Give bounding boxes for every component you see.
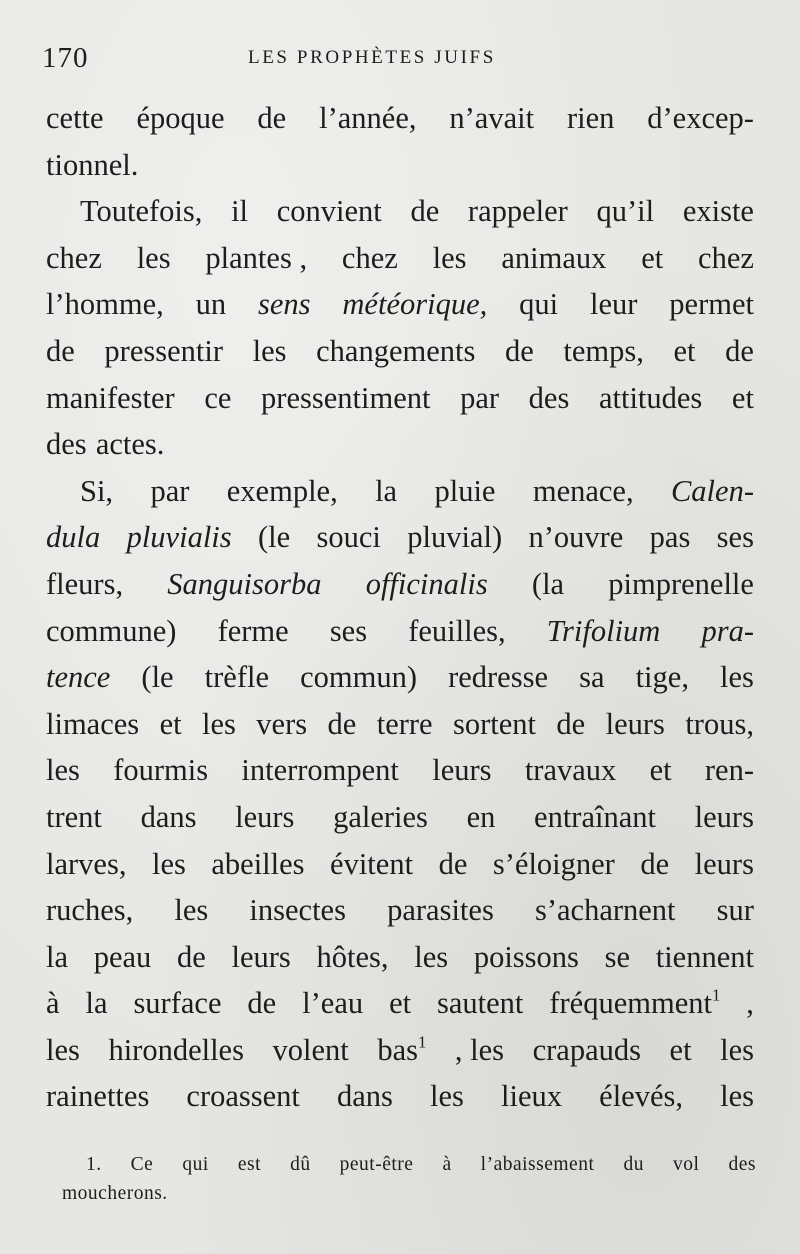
word: les [252,333,287,368]
word: n’ouvre [528,520,624,555]
word: les [46,753,80,788]
footnote-line [62,1179,756,1208]
word: commune) [46,613,177,648]
word: il [231,194,249,229]
word: insectes [249,893,346,928]
italic-word: pluvialis [126,520,232,555]
word: n’avait [449,101,535,135]
word: élevés, [599,1079,683,1114]
word: vers [256,706,308,741]
word: et [673,333,696,368]
italic-word: Calen- [670,473,754,508]
word: fréquemment$^1$ [549,985,721,1021]
word: l’eau [302,986,364,1021]
word: commun) [300,660,417,695]
text-line [46,1027,754,1074]
text-line [46,514,754,561]
word: qu’il [596,194,655,229]
word: animaux [501,240,607,275]
word: travaux [524,753,617,788]
word: Si, [80,473,114,508]
word: ruches, [46,893,134,928]
word: entraînant [534,799,656,834]
text-line [46,701,754,748]
word: , [746,986,754,1021]
word: hôtes, [316,939,389,974]
footnote-marker: 1 [711,985,721,1005]
word: de [410,194,440,229]
word: lieux [501,1079,563,1114]
word: de [504,333,534,368]
word: la [375,473,398,508]
word: abeilles [211,846,305,881]
word: existe [682,194,754,229]
word: Toutefois, [80,194,203,229]
word: bas$^1$ [377,1032,427,1067]
text-line [46,561,754,608]
word: les [430,1079,464,1114]
word: rainettes [46,1079,150,1114]
word: dans [337,1079,393,1114]
word: et [641,240,664,275]
word: fourmis [113,753,209,788]
word: de [257,101,287,135]
word: des [528,380,570,415]
word: attitudes [598,380,703,415]
word: trous, [685,706,754,741]
word: par [150,473,190,508]
word: leurs [694,846,754,881]
text-line [46,375,754,422]
word: les [720,1079,754,1114]
word: leurs [231,939,291,974]
text-line [46,794,754,841]
footnote-word: moucherons. [62,1183,168,1204]
word: de [556,706,586,741]
word: menace, [532,473,634,508]
word: l’année, [319,101,417,135]
word: permet [669,287,754,322]
word: ses [329,613,368,648]
text-line [46,235,754,282]
word: par [460,380,500,415]
word: la [85,986,108,1021]
word: l’homme, [46,287,164,322]
word: et [669,1032,692,1067]
footnote-word: peut-être [339,1154,414,1175]
footnote-word: des [728,1154,756,1175]
italic-word: sens [258,287,311,322]
word: dans [140,799,197,834]
word: époque [136,101,225,135]
word: trent [46,799,102,834]
word: (la [531,566,565,601]
word: exemple, [226,473,338,508]
text-line [46,654,754,701]
word: les [720,1032,754,1067]
word: et [389,986,412,1021]
footnote-word: Ce [130,1154,154,1175]
word: , les [454,1032,505,1067]
word: et [159,706,182,741]
running-title: LES PROPHÈTES JUIFS [248,47,496,68]
footnote-word: vol [672,1154,700,1175]
word: évitent [330,846,414,881]
footnote-word: dû [290,1154,311,1175]
word: terre [376,706,433,741]
word: croassent [186,1079,300,1114]
word: ses [716,520,754,555]
word: leurs [235,799,295,834]
italic-word: dula [46,520,101,555]
text-line [46,841,754,888]
word: pressentir [104,333,223,368]
word: interrompent [241,753,399,788]
word: de [438,846,468,881]
word: de [725,333,754,368]
footnote-marker: 1 [417,1032,427,1052]
word: les [720,660,754,695]
text-line [46,142,754,189]
word: sortent [453,706,537,741]
italic-word: météorique, [342,287,488,322]
word: pimprenelle [608,566,754,601]
word: (le [141,660,174,695]
italic-word: pra- [701,613,754,648]
word: à [46,986,60,1021]
word: fleurs, [46,566,124,601]
word: leurs [605,706,665,741]
word: souci [316,520,381,555]
word: ce [204,380,232,415]
footnote-word: qui [182,1154,209,1175]
footnote-line [62,1150,756,1179]
text-line [46,328,754,375]
word: un [195,287,227,322]
word: cette [46,101,104,135]
word: poissons [473,939,579,974]
word: manifester [46,380,175,415]
body-text [46,95,754,1120]
text-line [46,747,754,794]
word: ren- [704,753,754,788]
footnote [62,1150,756,1208]
italic-word: Sanguisorba [167,566,322,601]
word: actes. [95,427,165,462]
word: trèfle [204,660,270,695]
text-line [46,188,754,235]
word: et [649,753,672,788]
word: de [327,706,357,741]
word: convient [276,194,382,229]
word: chez [698,240,754,275]
word: s’éloigner [492,846,615,881]
word: (le [257,520,291,555]
word: tionnel. [46,147,139,182]
footnote-word: à [442,1154,452,1175]
word: leurs [432,753,492,788]
word: ferme [217,613,289,648]
word: pas [649,520,691,555]
text-line [46,887,754,934]
word: pluvial) [407,520,503,555]
word: galeries [333,799,428,834]
word: de [46,333,75,368]
word: d’excep- [647,101,754,135]
word: peau [93,939,152,974]
footnote-word: du [623,1154,644,1175]
word: volent [272,1032,349,1067]
text-line [46,934,754,981]
word: feuilles, [408,613,506,648]
word: hirondelles [108,1032,244,1067]
text-line [46,95,754,142]
word: plantes , [205,240,308,275]
word: les [151,846,186,881]
word: limaces [46,706,140,741]
text-line [46,421,754,468]
text-line [46,281,754,328]
word: qui [519,287,559,322]
word: rien [566,101,615,135]
word: chez [341,240,398,275]
word: des [46,427,87,462]
italic-word: Trifolium [546,613,661,648]
word: tige, [635,660,689,695]
word: tiennent [655,939,754,974]
text-line [46,608,754,655]
word: la [46,939,69,974]
word: leur [589,287,638,322]
italic-word: tence [46,660,111,695]
word: surface [133,986,222,1021]
word: sa [579,660,605,695]
word: chez [46,240,102,275]
word: et [731,380,754,415]
page-header [42,40,762,80]
word: en [466,799,496,834]
word: les [174,893,209,928]
word: se [604,939,631,974]
word: les [136,240,171,275]
word: sur [716,893,754,928]
word: pressentiment [261,380,431,415]
word: les [414,939,449,974]
italic-word: officinalis [365,566,488,601]
word: pluie [434,473,496,508]
word: sautent [437,986,524,1021]
text-line [46,468,754,515]
word: les [432,240,467,275]
page-number: 170 [42,42,89,74]
word: changements [316,333,476,368]
footnote-word: est [237,1154,262,1175]
word: temps, [563,333,644,368]
footnote-word: 1. [86,1154,102,1175]
word: crapauds [532,1032,641,1067]
word: parasites [387,893,494,928]
word: larves, [46,846,127,881]
text-line [46,1073,754,1120]
word: les [46,1032,80,1067]
word: redresse [448,660,548,695]
word: de [247,986,277,1021]
word: rappeler [467,194,568,229]
word: s’acharnent [534,893,676,928]
word: leurs [694,799,754,834]
text-line [46,980,754,1027]
word: les [201,706,236,741]
footnote-word: l’abaissement [480,1154,595,1175]
word: de [177,939,206,974]
word: de [640,846,670,881]
